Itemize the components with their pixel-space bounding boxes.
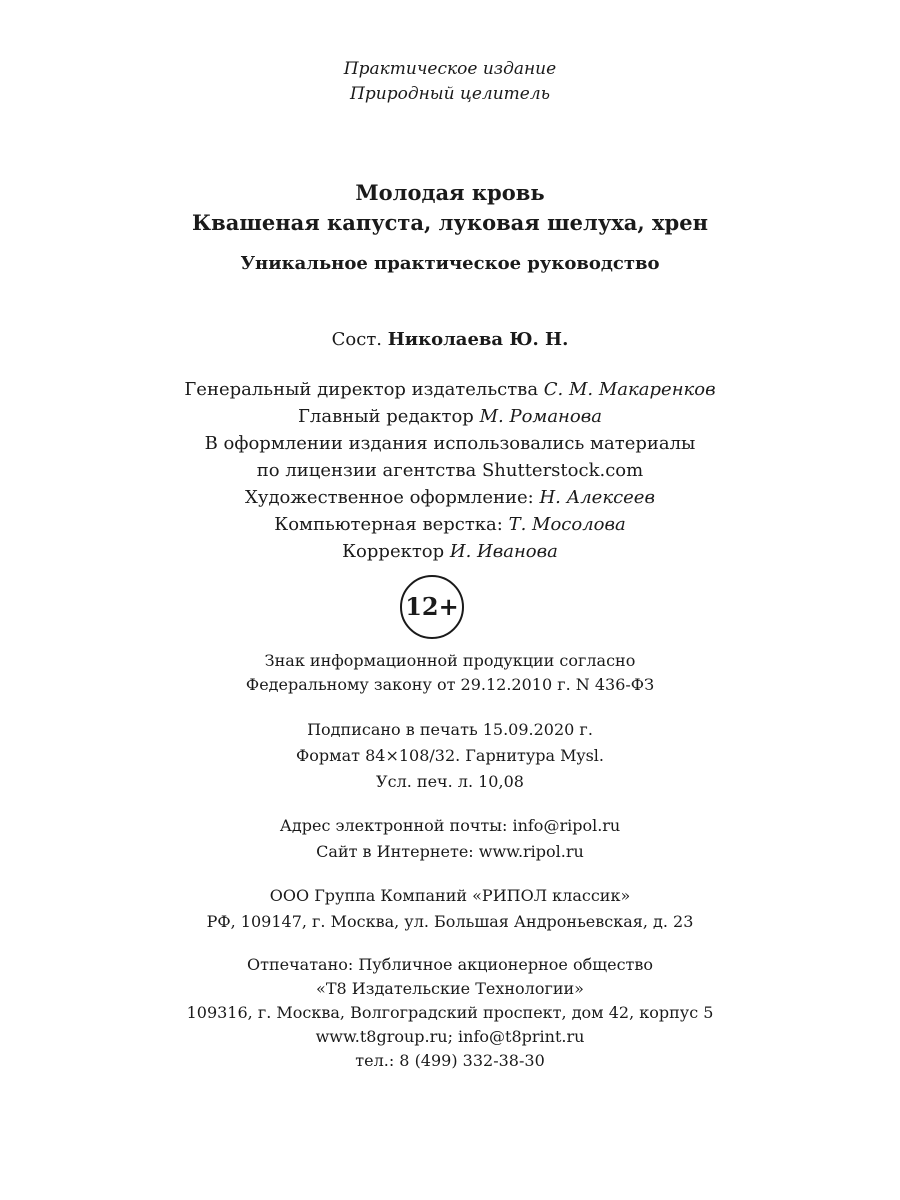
credit-proofreader [0, 538, 900, 565]
contacts-block [0, 813, 900, 865]
license-line-2: по лицензии агентства Shutterstock.com [256, 460, 644, 481]
book-subtitle: Квашеная капуста, луковая шелуха, хрен [192, 210, 708, 235]
info-sign-line-1: Знак информационной продукции согласно [264, 651, 636, 670]
book-tagline: Уникальное практическое руководство [240, 253, 660, 274]
credit-director-role: Генеральный директор издательства [184, 379, 539, 400]
info-sign-block [0, 649, 900, 697]
print-format: Формат 84×108/32. Гарнитура Mysl. [296, 746, 604, 765]
print-info-block [0, 717, 900, 795]
book-title: Молодая кровь [355, 180, 545, 205]
compiler-line [0, 326, 900, 354]
contact-email: Адрес электронной почты: info@ripol.ru [279, 816, 621, 835]
printer-address: 109316, г. Москва, Волгоградский проспект, дом 42, корпус 5 [186, 1003, 714, 1022]
info-sign-line-2: Федеральному закону от 29.12.2010 г. N 436-ФЗ [245, 675, 655, 694]
publisher-address: РФ, 109147, г. Москва, ул. Большая Андроньевская, д. 23 [206, 912, 694, 931]
series-line-2: Природный целитель [350, 84, 550, 104]
compiler-prefix: Сост. [331, 329, 383, 350]
credit-proofreader-name: И. Иванова [449, 541, 558, 562]
printer-line-2: «Т8 Издательские Технологии» [316, 979, 584, 998]
printer-block [0, 953, 900, 1073]
printer-web: www.t8group.ru; info@t8print.ru [315, 1027, 585, 1046]
credits-block [0, 376, 900, 565]
credit-art [0, 484, 900, 511]
publisher-name: ООО Группа Компаний «РИПОЛ классик» [269, 886, 631, 905]
contact-site: Сайт в Интернете: www.ripol.ru [316, 842, 584, 861]
credit-proofreader-role: Корректор [342, 541, 445, 562]
credit-art-name: Н. Алексеев [539, 487, 655, 508]
printer-line-1: Отпечатано: Публичное акционерное общество [246, 955, 654, 974]
credit-editor-name: М. Романова [479, 406, 602, 427]
print-sheets: Усл. печ. л. 10,08 [376, 772, 524, 791]
series-block [0, 57, 900, 107]
credit-director-name: С. М. Макаренков [543, 379, 716, 400]
license-line-1: В оформлении издания использовались материалы [204, 433, 696, 454]
credit-layout-name: Т. Мосолова [508, 514, 626, 535]
age-rating-badge: 12+ [400, 575, 464, 639]
compiler-name: Николаева Ю. Н. [387, 329, 569, 350]
credit-director [0, 376, 900, 403]
print-signed: Подписано в печать 15.09.2020 г. [307, 720, 593, 739]
publisher-block [0, 883, 900, 935]
credit-editor [0, 403, 900, 430]
credit-layout-role: Компьютерная верстка: [274, 514, 503, 535]
credit-editor-role: Главный редактор [298, 406, 474, 427]
printer-phone: тел.: 8 (499) 332-38-30 [355, 1051, 545, 1070]
credit-art-role: Художественное оформление: [245, 487, 534, 508]
series-line-1: Практическое издание [343, 59, 557, 79]
credit-layout [0, 511, 900, 538]
